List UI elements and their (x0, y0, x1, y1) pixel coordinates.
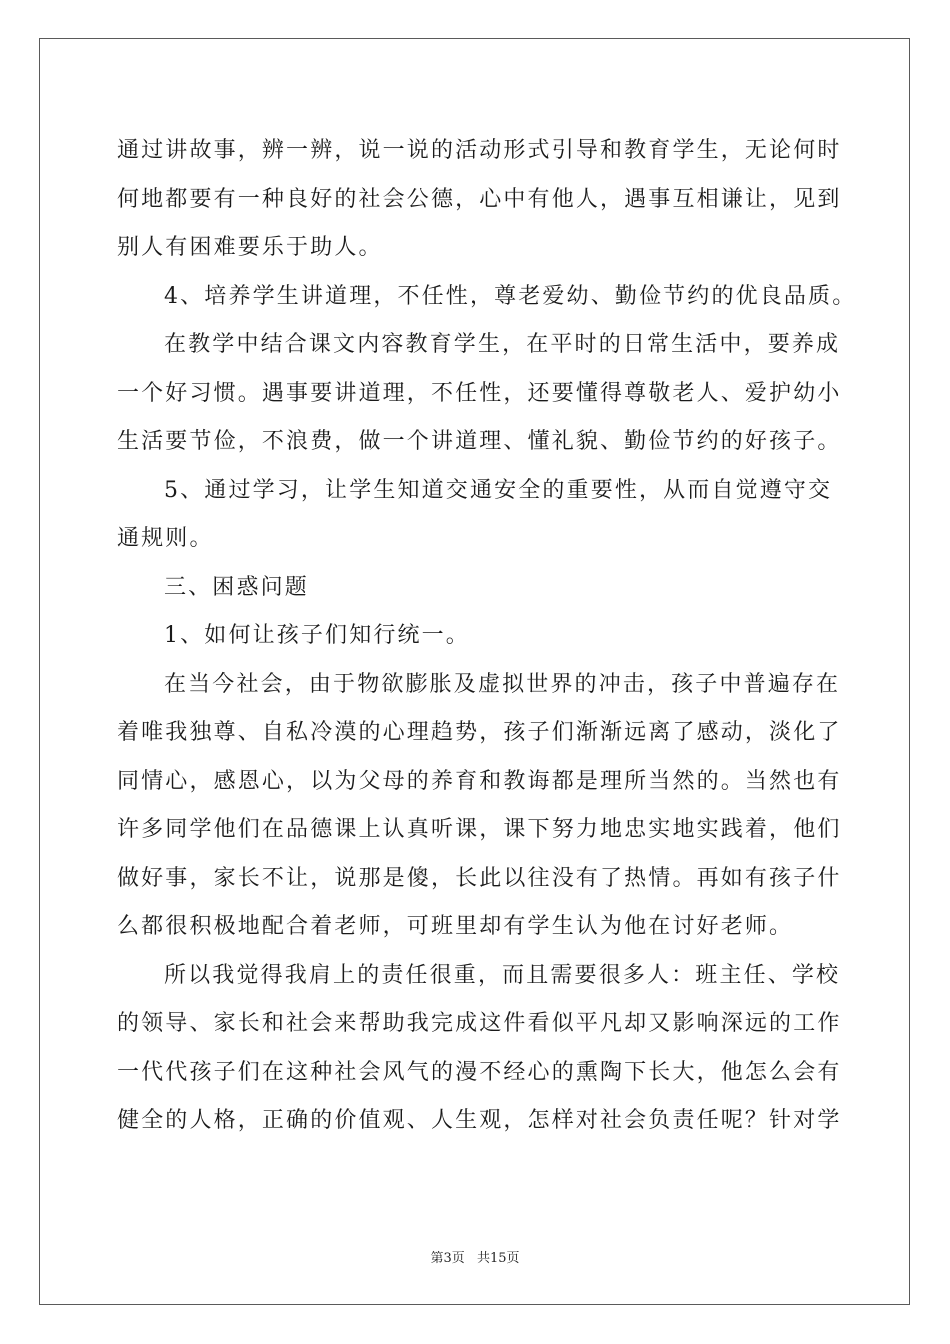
text-line: 别人有困难要乐于助人。 (117, 235, 383, 260)
text-line: 在当今社会，由于物欲膨胀及虚拟世界的冲击，孩子中普遍存在 (164, 671, 841, 697)
document-body (117, 127, 857, 1146)
text-line: 着唯我独尊、自私冷漠的心理趋势，孩子们渐渐远离了感动，淡化了 (117, 720, 842, 745)
text-line: 通规则。 (117, 526, 214, 551)
text-line: 4、培养学生讲道理，不任性，尊老爱幼、勤俭节约的优良品质。 (164, 283, 857, 309)
text-line: 所以我觉得我肩上的责任很重，而且需要很多人：班主任、学校 (164, 962, 841, 988)
text-line: 许多同学他们在品德课上认真听课，课下努力地忠实地实践着，他们 (117, 817, 842, 842)
page-number: 第3页 (430, 1251, 465, 1266)
text-line: 三、困惑问题 (164, 574, 309, 600)
text-line: 一代代孩子们在这种社会风气的漫不经心的熏陶下长大，他怎么会有 (117, 1059, 842, 1085)
text-line: 5、通过学习，让学生知道交通安全的重要性，从而自觉遵守交 (164, 477, 833, 503)
text-line: 做好事，家长不让，说那是傻，长此以往没有了热情。再如有孩子什 (117, 865, 842, 891)
text-line: 1、如何让孩子们知行统一。 (164, 623, 470, 648)
text-line: 何地都要有一种良好的社会公德，心中有他人，遇事互相谦让，见到 (117, 186, 842, 212)
text-line: 么都很积极地配合着老师，可班里却有学生认为他在讨好老师。 (117, 914, 794, 939)
text-line: 健全的人格，正确的价值观、人生观，怎样对社会负责任呢？针对学 (117, 1108, 842, 1133)
text-line: 同情心，感恩心，以为父母的养育和教诲都是理所当然的。当然也有 (117, 768, 842, 794)
text-line: 通过讲故事，辨一辨，说一说的活动形式引导和教育学生，无论何时 (117, 138, 842, 163)
text-line: 生活要节俭，不浪费，做一个讲道理、懂礼貌、勤俭节约的好孩子。 (117, 429, 842, 454)
page-total: 共15页 (476, 1251, 520, 1266)
text-line: 一个好习惯。遇事要讲道理，不任性，还要懂得尊敬老人、爱护幼小 (117, 380, 842, 406)
text-line: 的领导、家长和社会来帮助我完成这件看似平凡却又影响深远的工作 (117, 1011, 842, 1036)
text-line: 在教学中结合课文内容教育学生，在平时的日常生活中，要养成 (164, 332, 841, 357)
page-footer (0, 1247, 950, 1266)
